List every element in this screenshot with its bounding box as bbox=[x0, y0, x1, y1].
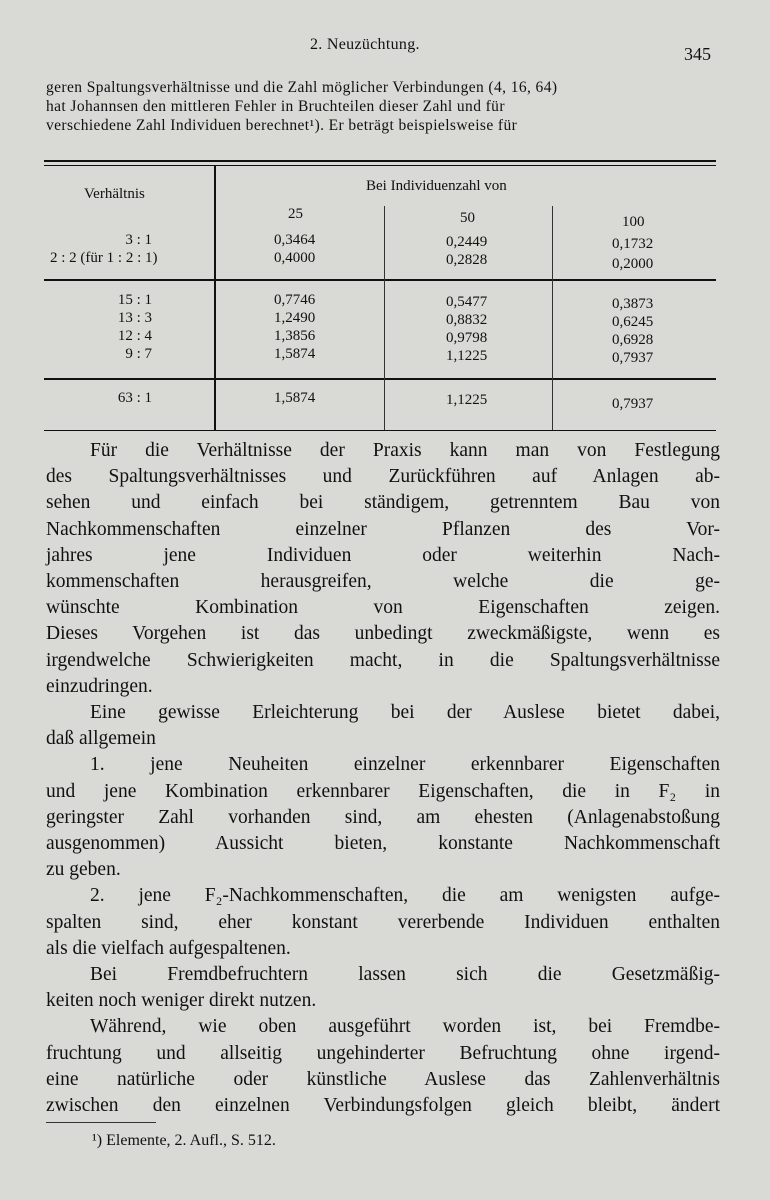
text-line: als die vielfach aufgespaltenen. bbox=[46, 937, 291, 959]
ratio-cell: 2 : 2 (für 1 : 2 : 1) bbox=[50, 250, 158, 266]
text-line: sehen und einfach bei ständigem, getrenntem Bau von bbox=[46, 492, 720, 514]
body-text bbox=[46, 438, 720, 1119]
text-line: einzudringen. bbox=[46, 675, 153, 697]
text-line: Für die Verhältnisse der Praxis kann man von Festlegung bbox=[90, 440, 720, 461]
column-divider bbox=[552, 206, 553, 430]
group-rule bbox=[44, 279, 716, 281]
text-line: zu geben. bbox=[46, 859, 121, 881]
value-cell: 0,7937 bbox=[612, 350, 654, 366]
running-head bbox=[0, 34, 770, 64]
table-top-rule-thin bbox=[44, 165, 716, 166]
value-cell: 0,1732 bbox=[612, 236, 654, 252]
intro-paragraph bbox=[46, 78, 722, 135]
header-ratio: Verhältnis bbox=[84, 186, 145, 202]
value-cell: 0,6245 bbox=[612, 314, 654, 330]
column-divider bbox=[384, 206, 385, 430]
text-line: 1. jene Neuheiten einzelner erkennbarer Eigenschaften bbox=[90, 754, 720, 776]
header-50: 50 bbox=[460, 210, 475, 226]
ratio-cell: 3 : 1 bbox=[125, 232, 152, 248]
value-cell: 1,5874 bbox=[274, 390, 316, 406]
page-number: 345 bbox=[684, 44, 711, 64]
value-cell: 1,1225 bbox=[446, 392, 488, 408]
value-cell: 0,2449 bbox=[446, 234, 488, 250]
text-line: Dieses Vorgehen ist das unbedingt zweckmäßigste, wenn es bbox=[46, 623, 720, 645]
ratio-cell: 9 : 7 bbox=[125, 346, 152, 362]
text-line: spalten sind, eher konstant vererbende Individuen enthalten bbox=[46, 911, 720, 933]
value-cell: 0,8832 bbox=[446, 312, 488, 328]
text-line: hat Johannsen den mittleren Fehler in Bruchteilen dieser Zahl und für bbox=[46, 98, 505, 115]
table-bottom-rule bbox=[44, 430, 716, 431]
text-line: des Spaltungsverhältnisses und Zurückführen auf Anlagen ab- bbox=[46, 466, 720, 488]
group-rule bbox=[44, 378, 716, 380]
value-cell: 0,2828 bbox=[446, 252, 488, 268]
text-line: Eine gewisse Erleichterung bei der Auslese bietet dabei, bbox=[90, 702, 720, 724]
ratio-cell: 15 : 1 bbox=[117, 292, 152, 308]
value-cell: 0,3464 bbox=[274, 232, 316, 248]
text-line: Bei Fremdbefruchtern lassen sich die Gesetzmäßig- bbox=[90, 964, 720, 986]
text-line: Nachkommenschaften einzelner Pflanzen des Vor- bbox=[46, 518, 720, 540]
text-line: geren Spaltungsverhältnisse und die Zahl möglicher Verbindungen (4, 16, 64) bbox=[46, 79, 558, 96]
error-table bbox=[44, 160, 716, 432]
text-line: eine natürliche oder künstliche Auslese das Zahlenverhältnis bbox=[46, 1068, 720, 1090]
ratio-cell: 13 : 3 bbox=[117, 310, 152, 326]
value-cell: 1,1225 bbox=[446, 348, 488, 364]
text-line: keiten noch weniger direkt nutzen. bbox=[46, 990, 317, 1012]
text-line: daß allgemein bbox=[46, 728, 156, 750]
text-line: verschiedene Zahl Individuen berechnet¹). Er beträgt beispielsweise für bbox=[46, 117, 518, 134]
value-cell: 0,9798 bbox=[446, 330, 488, 346]
text-line: kommenschaften herausgreifen, welche die ge- bbox=[46, 571, 720, 593]
text-line: Während, wie oben ausgeführt worden ist, bei Fremdbe- bbox=[90, 1016, 720, 1038]
text-line: ausgenommen) Aussicht bieten, konstante Nachkommenschaft bbox=[46, 833, 720, 855]
text-line: und jene Kombination erkennbarer Eigenschaften, die in F₂ in bbox=[46, 780, 720, 802]
header-25: 25 bbox=[288, 206, 303, 222]
text-line: wünschte Kombination von Eigenschaften zeigen. bbox=[46, 597, 720, 619]
value-cell: 0,6928 bbox=[612, 332, 654, 348]
text-line: geringster Zahl vorhanden sind, am ehesten (Anlagenabstoßung bbox=[46, 806, 720, 828]
value-cell: 0,3873 bbox=[612, 296, 654, 312]
table-top-rule bbox=[44, 160, 716, 162]
value-cell: 0,7937 bbox=[612, 396, 654, 412]
value-cell: 0,5477 bbox=[446, 294, 488, 310]
value-cell: 1,5874 bbox=[274, 346, 316, 362]
text-line: jahres jene Individuen oder weiterhin Nach- bbox=[46, 544, 720, 566]
footnote-rule bbox=[46, 1122, 156, 1123]
value-cell: 0,2000 bbox=[612, 256, 654, 272]
header-group: Bei Individuenzahl von bbox=[366, 178, 507, 194]
chapter-title: 2. Neuzüchtung. bbox=[310, 36, 420, 53]
value-cell: 1,2490 bbox=[274, 310, 316, 326]
footnote: ¹) Elemente, 2. Aufl., S. 512. bbox=[92, 1132, 276, 1149]
text-line: irgendwelche Schwierigkeiten macht, in die Spaltungsverhältnisse bbox=[46, 649, 720, 671]
value-cell: 1,3856 bbox=[274, 328, 316, 344]
column-divider bbox=[214, 166, 216, 430]
ratio-cell: 12 : 4 bbox=[117, 328, 152, 344]
text-line: 2. jene F₂-Nachkommenschaften, die am wenigsten aufge- bbox=[90, 885, 720, 907]
header-100: 100 bbox=[622, 214, 645, 230]
value-cell: 0,4000 bbox=[274, 250, 316, 266]
text-line: zwischen den einzelnen Verbindungsfolgen gleich bleibt, ändert bbox=[46, 1095, 720, 1117]
ratio-cell: 63 : 1 bbox=[117, 390, 152, 406]
text-line: fruchtung und allseitig ungehinderter Befruchtung ohne irgend- bbox=[46, 1042, 720, 1064]
value-cell: 0,7746 bbox=[274, 292, 316, 308]
